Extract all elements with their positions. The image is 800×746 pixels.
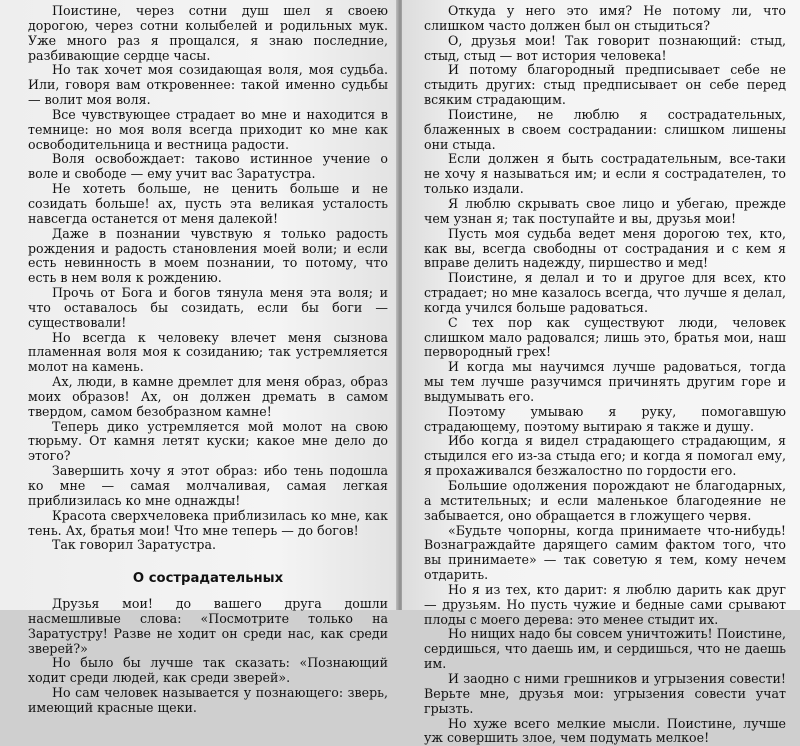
paragraph: Все чувствующее страдает во мне и находится в темнице: но моя воля всегда приходит ко мне как освободительница и вестница радости. — [28, 108, 388, 153]
paragraph: Поистине, не люблю я сострадательных, блаженных в своем сострадании: слишком лишены они стыда. — [424, 108, 786, 153]
paragraph: Но я из тех, кто дарит: я люблю дарить как друг — друзьям. Но пусть чужие и бедные сами срывают плоды с моего дерева: это менее стыдит их. — [424, 583, 786, 628]
paragraph: Но так хочет моя созидающая воля, моя судьба. Или, говоря вам откровеннее: такой именно судьбы — волит моя воля. — [28, 63, 388, 108]
paragraph: Поэтому умываю я руку, помогавшую страдающему, поэтому вытираю я также и душу. — [424, 405, 786, 435]
paragraph: Не хотеть больше, не ценить больше и не созидать больше! ах, пусть эта великая усталость навсегда останется от меня далекой! — [28, 182, 388, 227]
paragraph: И заодно с ними грешников и угрызения совести! Верьте мне, друзья мои: угрызения совести учат грызть. — [424, 672, 786, 717]
left-page-text — [28, 4, 388, 716]
paragraph: Даже в познании чувствую я только радость рождения и радость становления моей воли; и если есть невинность в моем познании, то потому, что есть в нем воля к рождению. — [28, 227, 388, 286]
paragraph: Завершить хочу я этот образ: ибо тень подошла ко мне — самая молчаливая, самая легкая приблизилась ко мне однажды! — [28, 464, 388, 509]
paragraph: Но сам человек называется у познающего: зверь, имеющий красные щеки. — [28, 686, 388, 716]
paragraph: Но нищих надо бы совсем уничтожить! Поистине, сердишься, что даешь им, и сердишься, что не даешь им. — [424, 627, 786, 672]
right-page-text — [424, 4, 786, 746]
paragraph: Но хуже всего мелкие мысли. Поистине, лучше уж совершить злое, чем подумать мелкое! — [424, 717, 786, 746]
paragraph: Большие одолжения порождают не благодарных, а мстительных; и если маленькое благодеяние не забывается, оно обращается в гложущего червя. — [424, 479, 786, 524]
paragraph: И потому благородный предписывает себе не стыдить других: стыд предписывает он себе перед всяким страдающим. — [424, 63, 786, 108]
paragraph: Но было бы лучше так сказать: «Познающий ходит среди людей, как среди зверей». — [28, 656, 388, 686]
paragraph: Ибо когда я видел страдающего страдающим, я стыдился его из-за стыда его; и когда я помогал ему, я прохаживался безжалостно по гордости его. — [424, 434, 786, 479]
paragraph: Так говорил Заратустра. — [28, 538, 388, 553]
paragraph: Воля освобождает: таково истинное учение о воле и свободе — ему учит вас Заратустра. — [28, 152, 388, 182]
paragraph: И когда мы научимся лучше радоваться, тогда мы тем лучше разучимся причинять другим горе и выдумывать его. — [424, 360, 786, 405]
section-spacer — [28, 553, 388, 560]
paragraph: Красота сверхчеловека приблизилась ко мне, как тень. Ах, братья мои! Что мне теперь — до богов! — [28, 509, 388, 539]
paragraph: Поистине, я делал и то и другое для всех, кто страдает; но мне казалось всегда, что лучше я делал, когда учился больше радоваться. — [424, 271, 786, 316]
right-page — [402, 0, 800, 610]
paragraph: Ах, люди, в камне дремлет для меня образ, образ моих образов! Ах, он должен дремать в самом твердом, самом безобразном камне! — [28, 375, 388, 420]
paragraph: Если должен я быть сострадательным, все-таки не хочу я называться им; и если я сострадателен, то только издали. — [424, 152, 786, 197]
paragraph: Друзья мои! до вашего друга дошли насмешливые слова: «Посмотрите только на Заратустру! Разве не ходит он среди нас, как среди зверей?» — [28, 597, 388, 656]
left-page — [0, 0, 398, 610]
paragraph: О, друзья мои! Так говорит познающий: стыд, стыд, стыд — вот история человека! — [424, 34, 786, 64]
paragraph: Я люблю скрывать свое лицо и убегаю, прежде чем узнан я; так поступайте и вы, друзья мои! — [424, 197, 786, 227]
paragraph: Пусть моя судьба ведет меня дорогою тех, кто, как вы, всегда свободны от сострадания и с кем я вправе делить надежду, пиршество и мед! — [424, 227, 786, 272]
paragraph: С тех пор как существуют люди, человек слишком мало радовался; лишь это, братья мои, наш первородный грех! — [424, 316, 786, 361]
paragraph: «Будьте чопорны, когда принимаете что-нибудь! Вознаграждайте дарящего самим фактом того, что вы принимаете» — так советую я тем, кому нечем отдарить. — [424, 524, 786, 583]
paragraph: Прочь от Бога и богов тянула меня эта воля; и что оставалось бы созидать, если бы боги — существовали! — [28, 286, 388, 331]
paragraph: Теперь дико устремляется мой молот на свою тюрьму. От камня летят куски; какое мне дело до этого? — [28, 420, 388, 465]
paragraph: Откуда у него это имя? Не потому ли, что слишком часто должен был он стыдиться? — [424, 4, 786, 34]
section-heading: О сострадательных — [28, 572, 388, 587]
paragraph: Но всегда к человеку влечет меня сызнова пламенная воля моя к созиданию; так устремляется молот на камень. — [28, 331, 388, 376]
paragraph: Поистине, через сотни душ шел я своею дорогою, через сотни колыбелей и родильных мук. Уже много раз я прощался, я знаю последние, разбивающие сердце часы. — [28, 4, 388, 63]
